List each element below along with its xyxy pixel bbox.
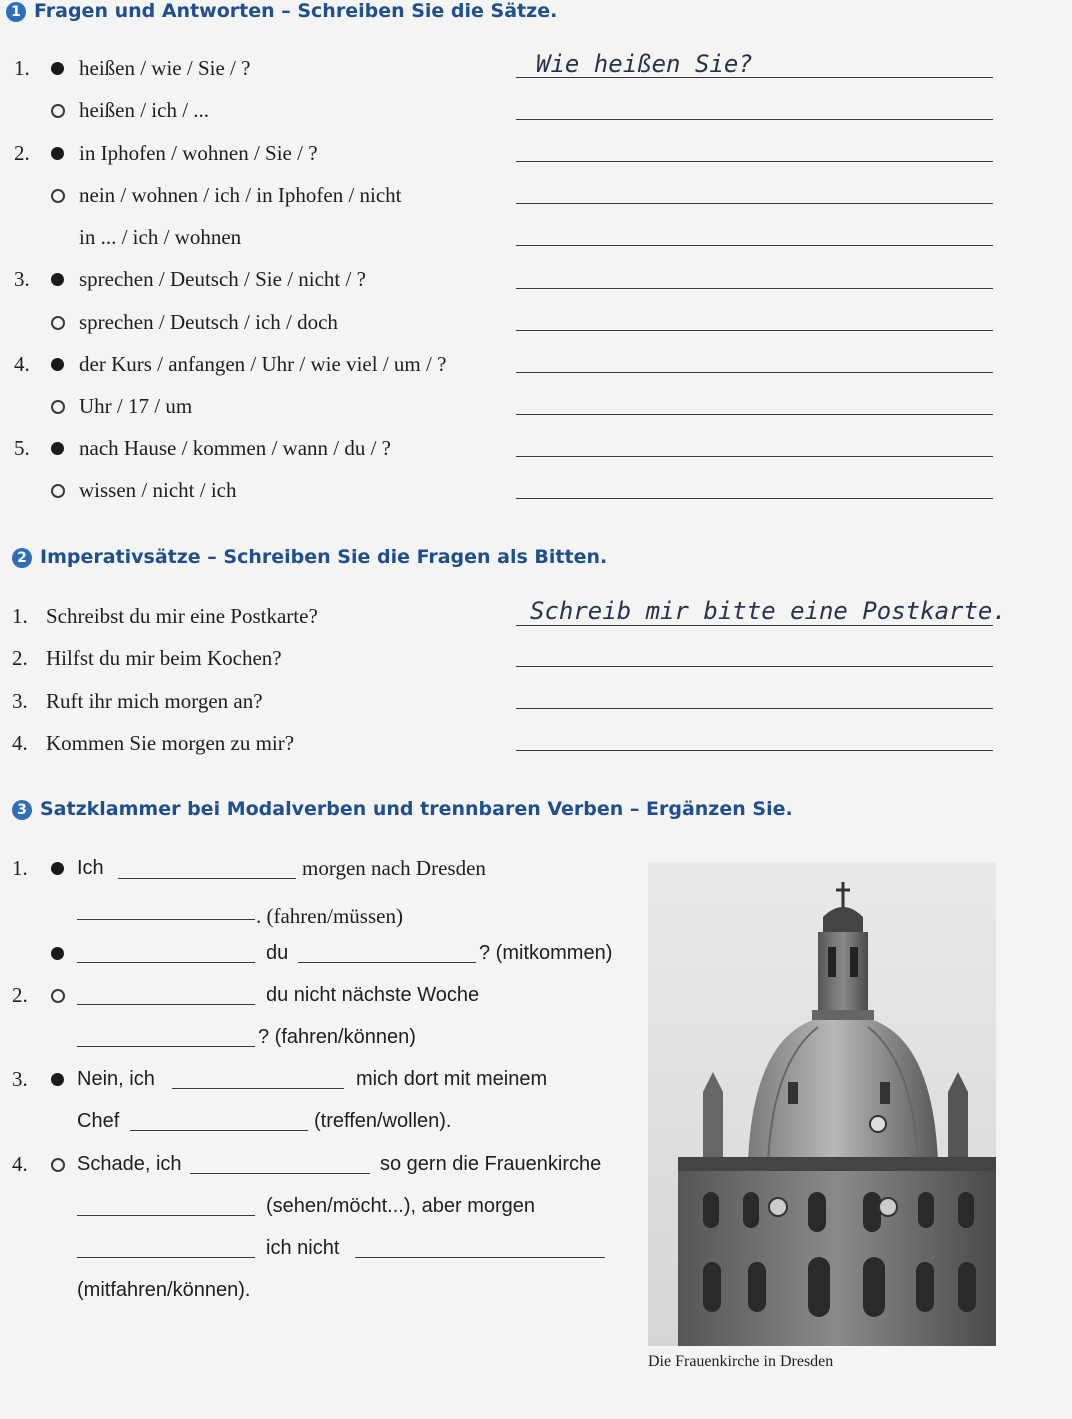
item-number: 4. — [14, 352, 30, 376]
prompt-text: Kommen Sie morgen zu mir? — [46, 731, 295, 755]
speaker-b-dot — [51, 989, 65, 1003]
gap-line[interactable] — [130, 1130, 308, 1131]
speaker-a-dot — [51, 273, 64, 286]
answer-line[interactable] — [516, 245, 993, 246]
gap-line[interactable] — [77, 1215, 255, 1216]
item-number: 1. — [12, 604, 28, 628]
answer-line[interactable] — [516, 708, 993, 709]
section-1-heading — [6, 0, 557, 22]
answer-line[interactable] — [516, 288, 993, 289]
item-number: 2. — [14, 141, 30, 165]
gap-text: (mitfahren/können). — [77, 1279, 251, 1301]
gap-text: du — [266, 942, 289, 964]
gap-line[interactable] — [172, 1088, 344, 1089]
section-1-title: Fragen und Antworten – Schreiben Sie die Sätze. — [34, 0, 558, 22]
gap-line[interactable] — [355, 1257, 605, 1258]
speaker-a-dot — [51, 862, 64, 875]
handwritten-answer: Wie heißen Sie? — [536, 50, 753, 78]
prompt-text: Hilfst du mir beim Kochen? — [46, 646, 282, 670]
speaker-b-dot — [51, 189, 65, 203]
speaker-b-dot — [51, 400, 65, 414]
item-number: 1. — [12, 856, 28, 880]
gap-text: Ich — [77, 857, 104, 879]
item-number: 5. — [14, 436, 30, 460]
prompt-text: Uhr / 17 / um — [79, 394, 193, 418]
item-number: 4. — [12, 731, 28, 755]
item-number: 2. — [12, 646, 28, 670]
gap-text: Nein, ich — [77, 1068, 155, 1090]
gap-line[interactable] — [118, 878, 296, 879]
prompt-text: nach Hause / kommen / wann / du / ? — [79, 436, 392, 460]
speaker-a-dot — [51, 62, 64, 75]
gap-text: Schade, ich — [77, 1153, 182, 1175]
section-3-title: Satzklammer bei Modalverben und trennbaren Verben – Ergänzen Sie. — [40, 798, 793, 820]
gap-line[interactable] — [77, 1004, 255, 1005]
section-3-number: 3 — [12, 800, 32, 820]
gap-text: ich nicht — [266, 1237, 340, 1259]
speaker-a-dot — [51, 947, 64, 960]
gap-line[interactable] — [77, 1046, 255, 1047]
speaker-a-dot — [51, 442, 64, 455]
gap-text: ? (mitkommen) — [479, 942, 613, 964]
answer-line[interactable] — [516, 203, 993, 204]
gap-line[interactable] — [77, 919, 255, 920]
section-1-number: 1 — [6, 2, 26, 22]
prompt-text: heißen / ich / ... — [79, 98, 210, 122]
section-2-heading — [12, 546, 607, 568]
gap-text: mich dort mit meinem — [356, 1068, 548, 1090]
speaker-b-dot — [51, 1158, 65, 1172]
item-number: 3. — [12, 689, 28, 713]
frauenkirche-photo — [648, 862, 996, 1346]
answer-line[interactable] — [516, 119, 993, 120]
church-illustration — [648, 862, 996, 1346]
gap-line[interactable] — [77, 962, 255, 963]
gap-line[interactable] — [298, 962, 476, 963]
gap-text: Chef — [77, 1110, 120, 1132]
gap-text: (sehen/möcht...), aber morgen — [266, 1195, 536, 1217]
answer-line[interactable] — [516, 498, 993, 499]
photo-caption: Die Frauenkirche in Dresden — [648, 1353, 834, 1370]
item-number: 4. — [12, 1152, 28, 1176]
answer-line[interactable] — [516, 750, 993, 751]
gap-text: so gern die Frauenkirche — [380, 1153, 602, 1175]
answer-line[interactable] — [516, 625, 993, 626]
prompt-text: in ... / ich / wohnen — [79, 225, 242, 249]
gap-line[interactable] — [190, 1173, 370, 1174]
answer-line[interactable] — [516, 666, 993, 667]
answer-line[interactable] — [516, 161, 993, 162]
section-2-title: Imperativsätze – Schreiben Sie die Fragen als Bitten. — [40, 546, 608, 568]
gap-line[interactable] — [77, 1257, 255, 1258]
gap-text: ? (fahren/können) — [258, 1026, 416, 1048]
speaker-b-dot — [51, 316, 65, 330]
item-number: 1. — [14, 56, 30, 80]
gap-text: . (fahren/müssen) — [256, 904, 403, 928]
prompt-text: in Iphofen / wohnen / Sie / ? — [79, 141, 318, 165]
item-number: 3. — [14, 267, 30, 291]
prompt-text: sprechen / Deutsch / Sie / nicht / ? — [79, 267, 366, 291]
prompt-text: nein / wohnen / ich / in Iphofen / nicht — [79, 183, 402, 207]
gap-text: morgen nach Dresden — [302, 856, 486, 880]
section-2-number: 2 — [12, 548, 32, 568]
speaker-a-dot — [51, 147, 64, 160]
answer-line[interactable] — [516, 456, 993, 457]
prompt-text: der Kurs / anfangen / Uhr / wie viel / um / ? — [79, 352, 447, 376]
prompt-text: wissen / nicht / ich — [79, 478, 237, 502]
speaker-b-dot — [51, 484, 65, 498]
prompt-text: Schreibst du mir eine Postkarte? — [46, 604, 318, 628]
section-3-heading — [12, 798, 793, 820]
answer-line[interactable] — [516, 330, 993, 331]
gap-text: du nicht nächste Woche — [266, 984, 480, 1006]
answer-line[interactable] — [516, 372, 993, 373]
gap-text: (treffen/wollen). — [314, 1110, 452, 1132]
prompt-text: sprechen / Deutsch / ich / doch — [79, 310, 338, 334]
handwritten-answer: Schreib mir bitte eine Postkarte. — [530, 597, 1007, 625]
speaker-b-dot — [51, 104, 65, 118]
item-number: 2. — [12, 983, 28, 1007]
prompt-text: heißen / wie / Sie / ? — [79, 56, 251, 80]
item-number: 3. — [12, 1067, 28, 1091]
speaker-a-dot — [51, 1073, 64, 1086]
answer-line[interactable] — [516, 77, 993, 78]
answer-line[interactable] — [516, 414, 993, 415]
speaker-a-dot — [51, 358, 64, 371]
prompt-text: Ruft ihr mich morgen an? — [46, 689, 263, 713]
